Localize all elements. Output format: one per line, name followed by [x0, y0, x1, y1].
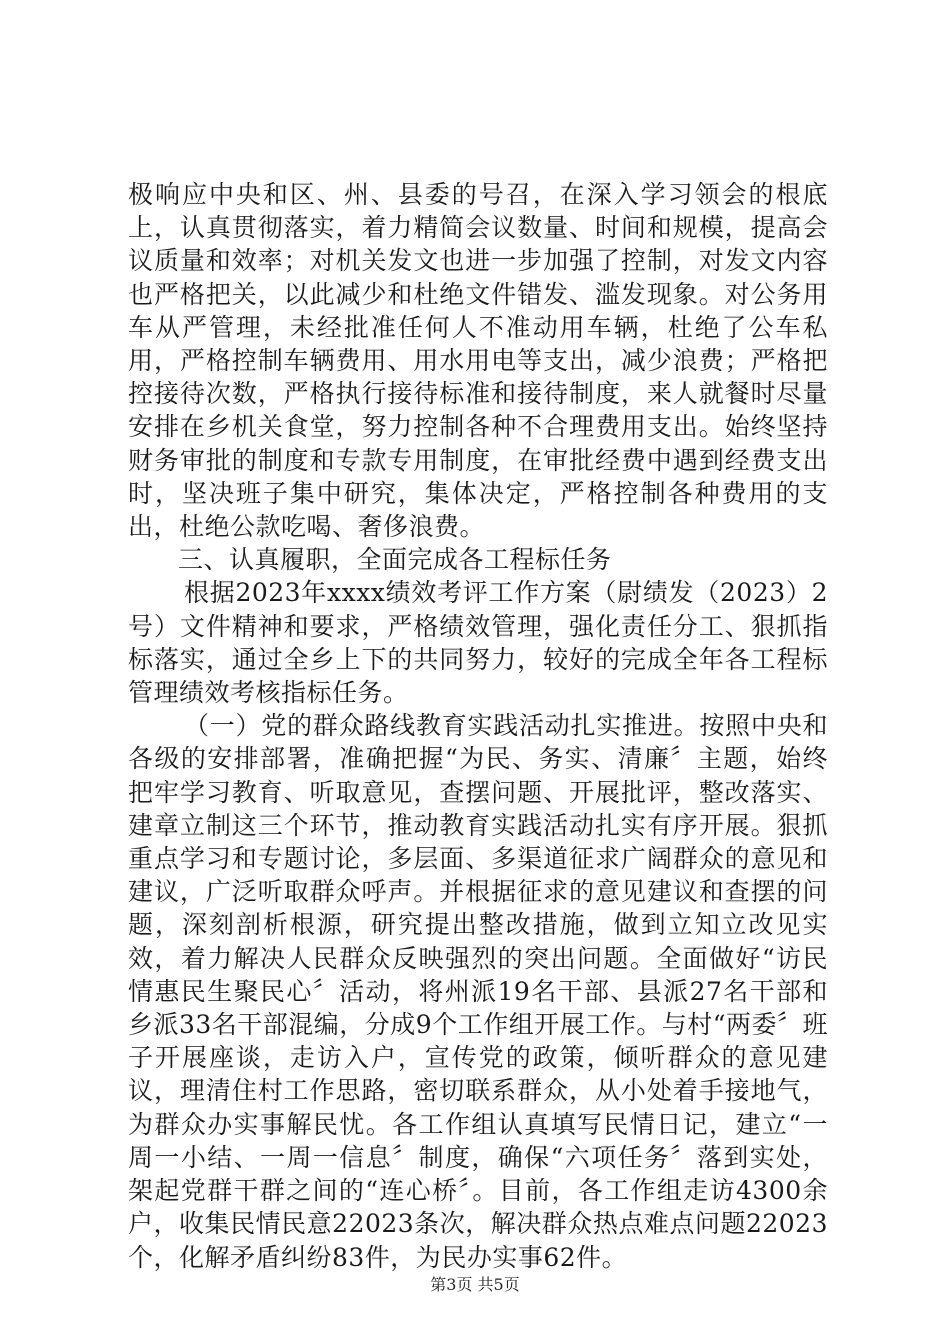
page-number-footer: 第3页 共5页 — [430, 1275, 520, 1294]
paragraph-performance: 根据2023年xxxx绩效考评工作方案（尉绩发（2023）2号）文件精神和要求，严格绩效管理，强化责任分工、狠抓指标落实，通过全乡上下的共同努力，较好的完成全年各工程标管理绩效考核指标任务。 — [128, 578, 828, 708]
paragraph-austerity: 极响应中央和区、州、县委的号召，在深入学习领会的根底上，认真贯彻落实，着力精简会议数量、时间和规模，提高会议质量和效率；对机关发文也进一步加强了控制，对发文内容也严格把关，以此减少和杜绝文件错发、滥发现象。对公务用车从严管理，未经批准任何人不准动用车辆，杜绝了公车私用，严格控制车辆费用、用水用电等支出，减少浪费；严格把控接待次数，严格执行接待标准和接待制度，来人就餐时尽量安排在乡机关食堂，努力控制各种不合理费用支出。始终坚持财务审批的制度和专款专用制度，在审批经费中遇到经费支出时，坚决班子集中研究，集体决定，严格控制各种费用的支出，杜绝公款吃喝、奢侈浪费。 — [128, 180, 828, 542]
document-body — [128, 178, 828, 1274]
paragraph-mass-line: （一）党的群众路线教育实践活动扎实推进。按照中央和各级的安排部署，准确把握“为民、务实、清廉〞主题，始终把牢学习教育、听取意见，查摆问题、开展批评，整改落实、建章立制这三个环节，推动教育实践活动扎实有序开展。狠抓重点学习和专题讨论，多层面、多渠道征求广阔群众的意见和建议，广泛听取群众呼声。并根据征求的意见建议和查摆的问题，深刻剖析根源，研究提出整改措施，做到立知立改见实效，着力解决人民群众反映强烈的突出问题。全面做好“访民情惠民生聚民心〞活动，将州派19名干部、县派27名干部和乡派33名干部混编，分成9个工作组开展工作。与村“两委〞班子开展座谈，走访入户，宣传党的政策，倾听群众的意见建议，理清住村工作思路，密切联系群众，从小处着手接地气，为群众办实事解民忧。各工作组认真填写民情日记，建立“一周一小结、一周一信息〞制度，确保“六项任务〞落到实处，架起党群干群之间的“连心桥〞。目前，各工作组走访4300余户，收集民情民意22023条次，解决群众热点难点问题22023个，化解矛盾纠纷83件，为民办实事62件。 — [128, 711, 829, 1272]
section-heading: 三、认真履职，全面完成各工程标任务 — [178, 545, 612, 575]
